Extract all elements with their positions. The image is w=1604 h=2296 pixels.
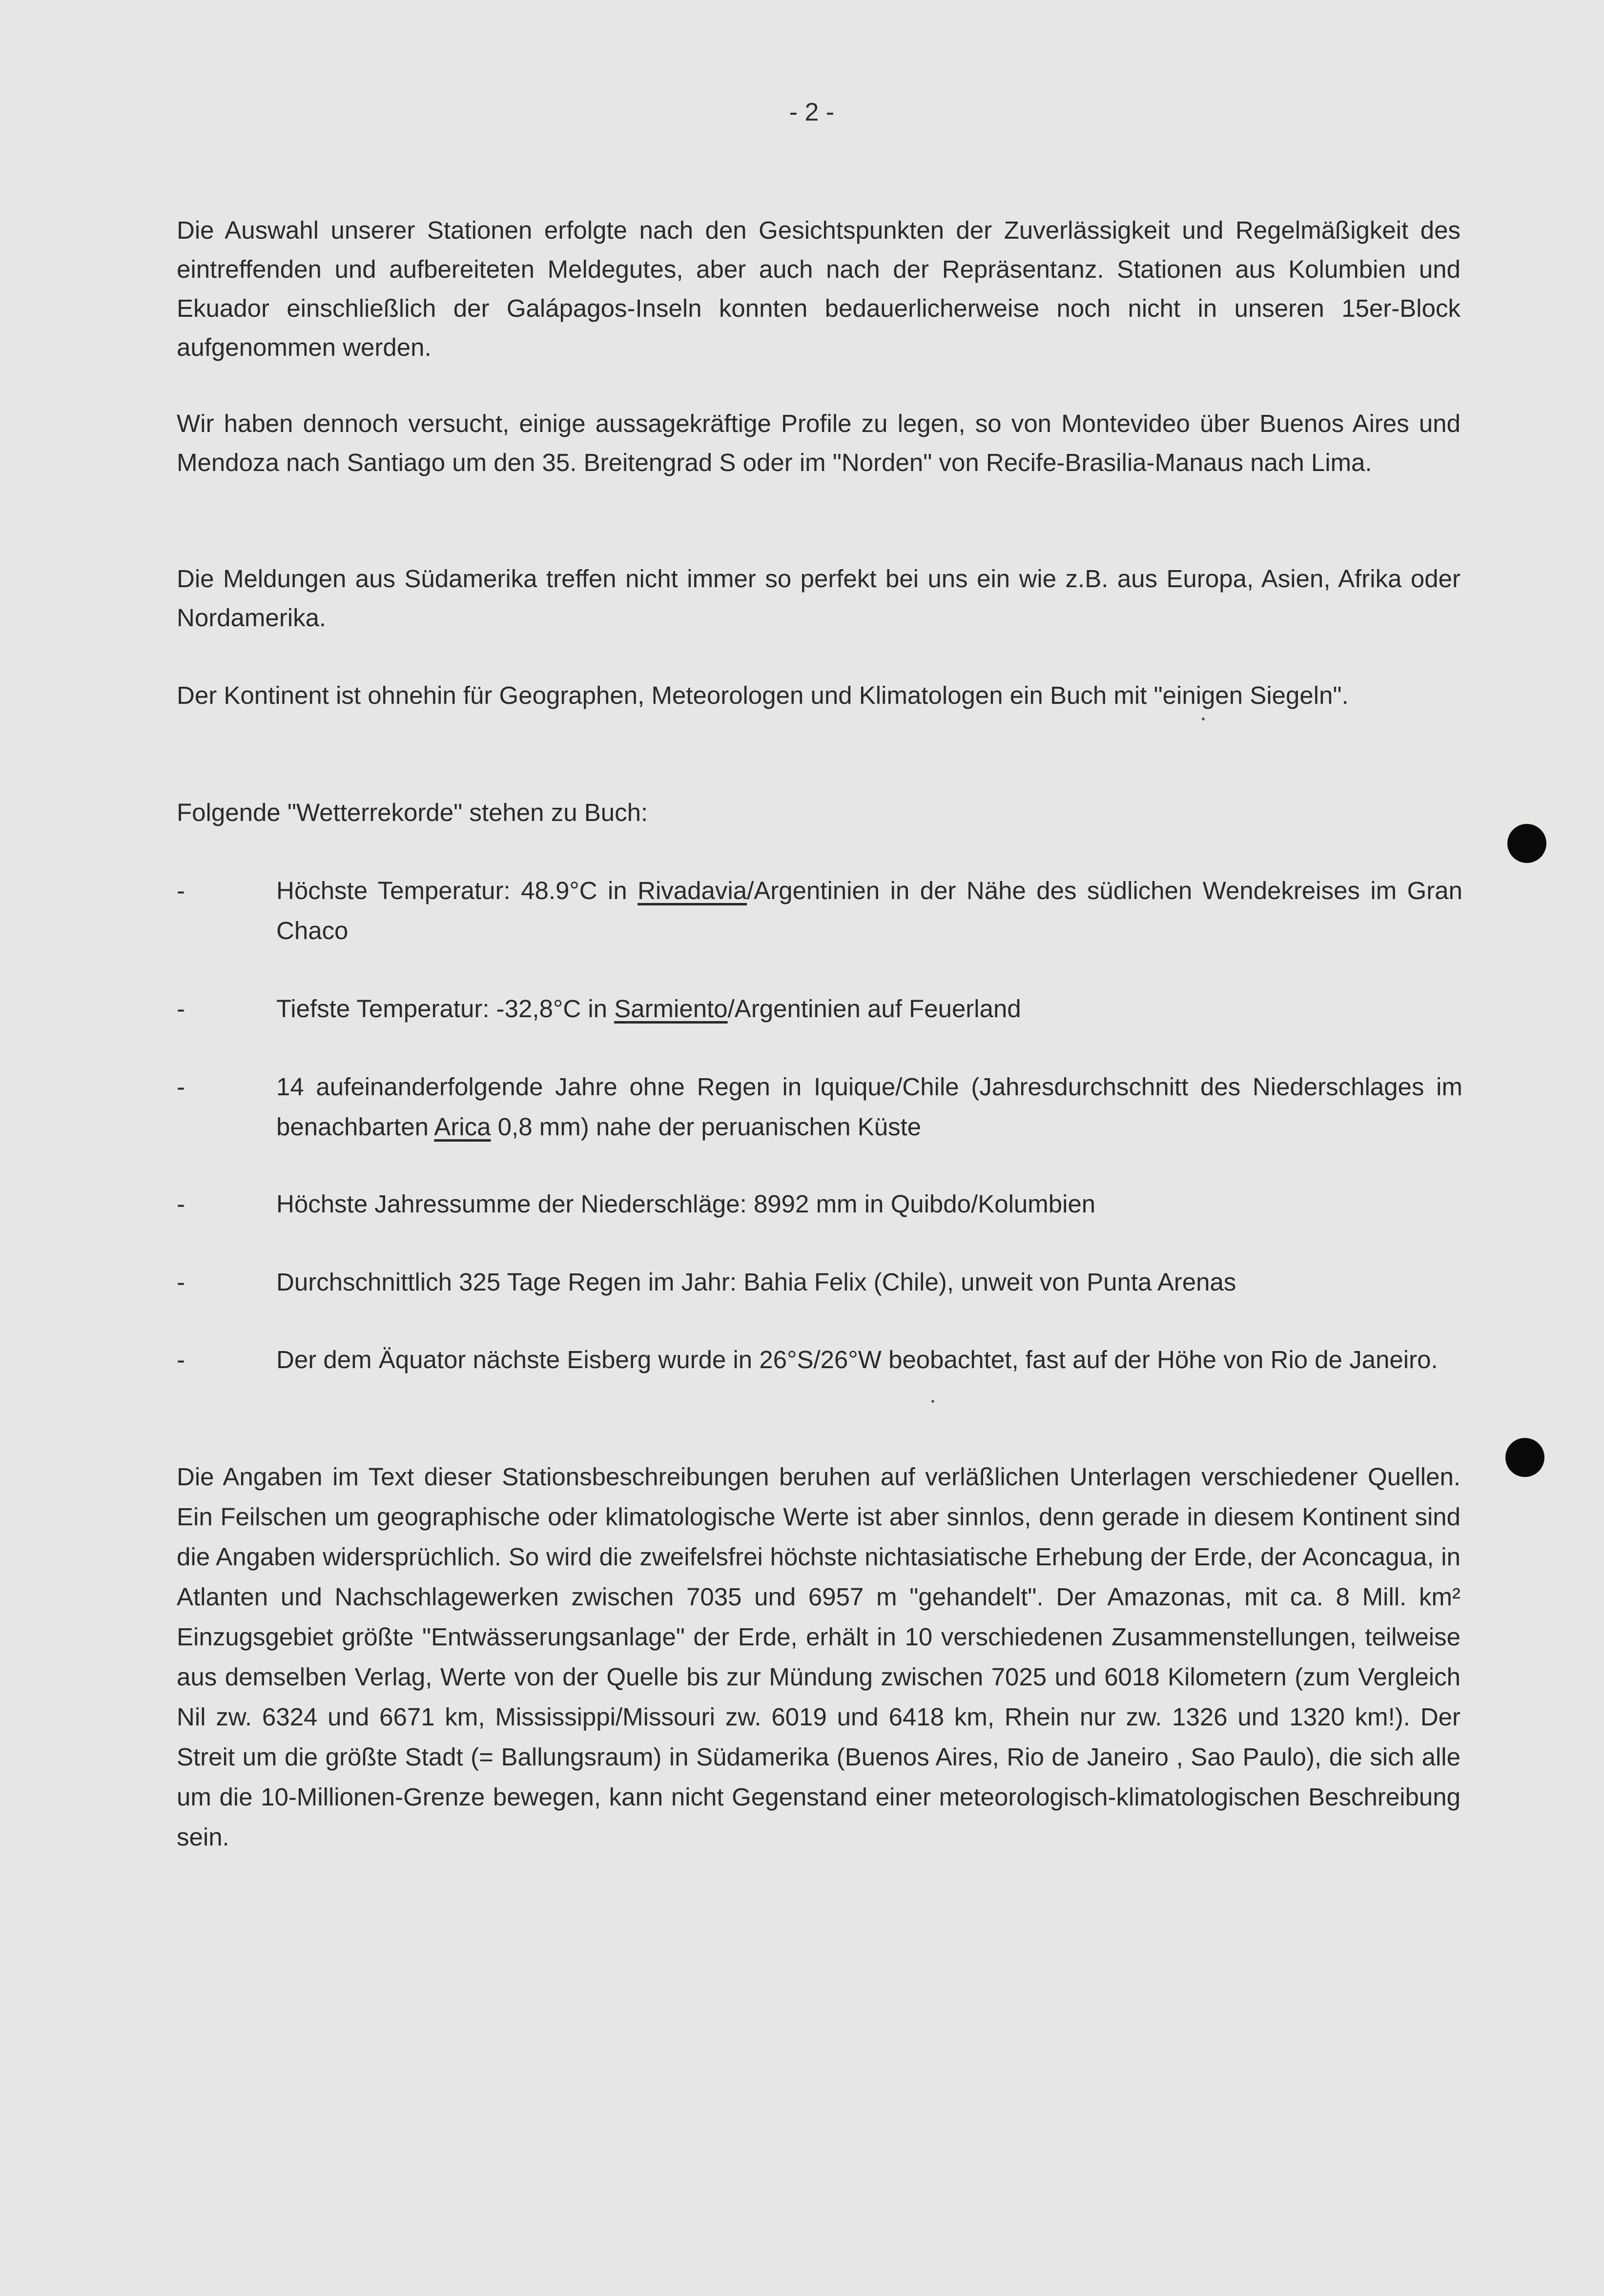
list-item-text — [276, 989, 1462, 1029]
list-item-text — [276, 871, 1462, 951]
page-number: - 2 - — [789, 98, 835, 126]
text-segment: /Argentinien auf Feuerland — [727, 995, 1021, 1023]
list-dash: - — [177, 1073, 185, 1101]
list-item-text: Höchste Jahressumme der Niederschläge: 8992 mm in Quibdo/Kolumbien — [276, 1190, 1096, 1218]
list-item-text: Der dem Äquator nächste Eisberg wurde in 26°S/26°W beobachtet, fast auf der Höhe von Rio de Janeiro. — [276, 1346, 1438, 1374]
paragraph-profiles: Wir haben dennoch versucht, einige aussagekräftige Profile zu legen, so von Montevideo über Buenos Aires und Mendoza nach Santiago um den 35. Breitengrad S oder im "Norden" von Recife-Brasilia-Manaus nach Lima. — [177, 410, 1460, 476]
punch-hole-bottom — [1505, 1438, 1544, 1477]
text-segment: 0,8 mm) nahe der peruanischen Küste — [491, 1113, 922, 1141]
list-item-text: Durchschnittlich 325 Tage Regen im Jahr: Bahia Felix (Chile), unweit von Punta Arenas — [276, 1268, 1236, 1296]
list-dash: - — [177, 1346, 185, 1374]
list-dash: - — [177, 877, 185, 904]
list-dash: - — [177, 1268, 185, 1296]
paragraph-records-intro: Folgende "Wetterrekorde" stehen zu Buch: — [177, 799, 648, 826]
punch-hole-top — [1507, 824, 1546, 863]
paragraph-continent: Der Kontinent ist ohnehin für Geographen, Meteorologen und Klimatologen ein Buch mit "einigen Siegeln". — [177, 681, 1349, 709]
text-segment: /Argentinien in der Nähe des südlichen Wendekreises im Gran Chaco — [276, 877, 1463, 944]
list-item-text — [276, 1067, 1462, 1147]
paragraph-closing: Die Angaben im Text dieser Stationsbeschreibungen beruhen auf verläßlichen Unterlagen verschiedener Quellen. Ein Feilschen um geographische oder klimatologische Werte ist aber sinnlos, denn gerade in diesem Kontinent sind die Angaben widersprüchlich. So wird die zweifelsfrei höchste nichtasiatische Erhebung der Erde, der Aconcagua, in Atlanten und Nachschlagewerken zwischen 7035 und 6957 m "gehandelt". Der Amazonas, mit ca. 8 Mill. km² Einzugsgebiet größte "Entwässerungsanlage" der Erde, erhält in 10 verschiedenen Zusammenstellungen, teilweise aus demselben Verlag, Werte von der Quelle bis zur Mündung zwischen 7025 und 6018 Kilometern (zum Vergleich Nil zw. 6324 und 6671 km, Mississippi/Missouri zw. 6019 und 6418 km, Rhein nur zw. 1326 und 1320 km!). Der Streit um die größte Stadt (= Ballungsraum) in Südamerika (Buenos Aires, Rio de Janeiro , Sao Paulo), die sich alle um die 10-Millionen-Grenze bewegen, kann nicht Gegenstand einer meteorologisch-klimatologischen Beschreibung sein. — [177, 1463, 1460, 1851]
text-segment: Tiefste Temperatur: -32,8°C in — [276, 995, 615, 1023]
underlined-place-name: Arica — [434, 1113, 491, 1141]
underlined-place-name: Rivadavia — [637, 877, 747, 904]
underlined-place-name: Sarmiento — [614, 995, 728, 1023]
list-dash: - — [177, 1190, 185, 1218]
scan-speck — [1202, 718, 1205, 720]
text-segment: Höchste Temperatur: 48.9°C in — [276, 877, 638, 904]
paragraph-station-selection: Die Auswahl unserer Stationen erfolgte nach den Gesichtspunkten der Zuverlässigkeit und Regelmäßigkeit des eintreffenden und aufbereiteten Meldegutes, aber auch nach der Repräsentanz. Stationen aus Kolumbien und Ekuador einschließlich der Galápagos-Inseln konnten bedauerlicherweise noch nicht in unseren 15er-Block aufgenommen werden. — [177, 216, 1460, 361]
scan-speck — [931, 1400, 934, 1403]
text-segment: 14 aufeinanderfolgende Jahre ohne Regen in Iquique/Chile (Jahresdurchschnitt des Niederschlages im benachbarten — [276, 1073, 1462, 1141]
list-dash: - — [177, 995, 185, 1023]
paragraph-reports: Die Meldungen aus Südamerika treffen nicht immer so perfekt bei uns ein wie z.B. aus Europa, Asien, Afrika oder Nordamerika. — [177, 565, 1460, 632]
